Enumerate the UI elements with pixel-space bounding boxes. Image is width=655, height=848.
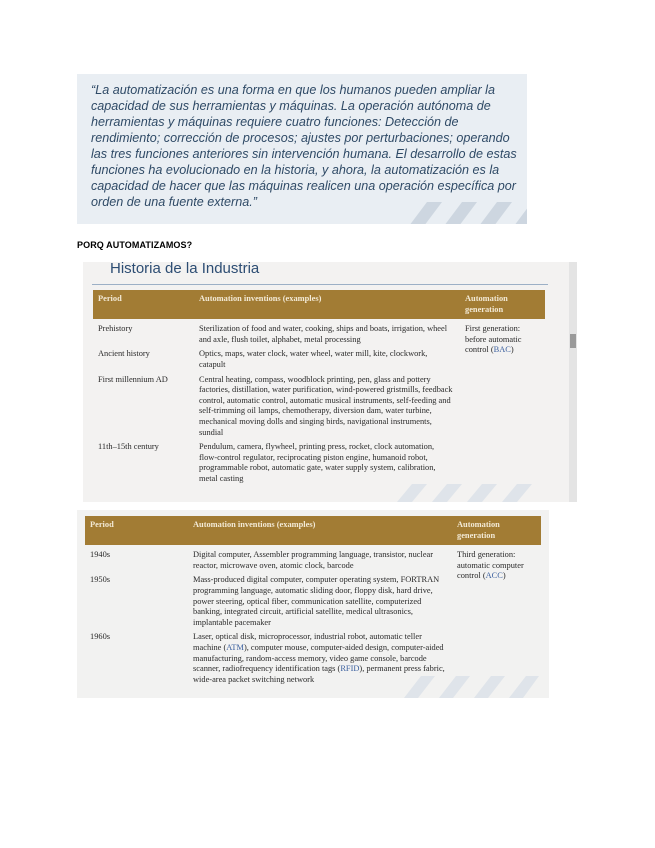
header-period: Period bbox=[85, 516, 188, 545]
inventions-cell: Sterilization of food and water, cooking, ships and boats, irrigation, wheel and axle, flush toilet, alphabet, metal processing bbox=[199, 324, 448, 344]
header-generation: Automation generation bbox=[460, 290, 545, 319]
inventions-text: ), computer mouse, computer-aided design, computer-aided manufacturing, random-access memory, video game console, barcode scanner, radiofrequency identification tags ( bbox=[193, 642, 444, 674]
generation-acronym: ACC bbox=[485, 571, 503, 581]
header-generation: Automation generation bbox=[452, 516, 541, 545]
generation-cell bbox=[452, 545, 541, 688]
acronym-atm: ATM bbox=[226, 642, 244, 652]
period-cell: 1940s bbox=[90, 550, 111, 560]
period-cell: 11th–15th century bbox=[98, 442, 159, 452]
header-period: Period bbox=[93, 290, 194, 319]
history-slide-continued bbox=[77, 510, 549, 698]
history-table-continued bbox=[85, 516, 541, 688]
inventions-cell: Digital computer, Assembler programming language, transistor, nuclear reactor, microwave oven, atomic clock, barcode bbox=[193, 550, 434, 570]
table-header-row bbox=[85, 516, 541, 545]
period-cell: 1950s bbox=[90, 575, 111, 585]
title-divider bbox=[92, 284, 548, 285]
inventions-cell: Pendulum, camera, flywheel, printing press, rocket, clock automation, flow-control regulator, reciprocating piston engine, humanoid robot, programmable robot, automatic gate, water supply system, calibration, metal casting bbox=[199, 442, 436, 483]
generation-acronym: BAC bbox=[493, 345, 511, 355]
inventions-cell: Central heating, compass, woodblock printing, pen, glass and pottery factories, distillation, water purification, wind-powered gristmills, feedback control, automatic control, automatic musical instruments, self-feeding and self-trimming oil lamps, chemotherapy, diversion dam, water turbine, mechanical moving dolls and singing birds, navigational instruments, sundial bbox=[199, 374, 453, 437]
inventions-cell bbox=[188, 631, 452, 688]
scrollbar[interactable] bbox=[569, 262, 577, 502]
period-cell: 1960s bbox=[90, 632, 111, 642]
quote-text: “La automatización es una forma en que los humanos pueden ampliar la capacidad de sus herramientas y máquinas. La operación autónoma de herramientas y máquinas requiere cuatro funciones: Detección de rendimiento; corrección de procesos; ajustes por perturbaciones; operando las tres funciones anteriores sin intervención humana. El desarrollo de estas funciones ha evolucionado en la historia, y ahora, la automatización es la capacidad de hacer que las máquinas realicen una operación específica por orden de una fuente externa.” bbox=[91, 83, 517, 209]
header-inventions: Automation inventions (examples) bbox=[194, 290, 460, 319]
inventions-cell: Optics, maps, water clock, water wheel, water mill, kite, clockwork, catapult bbox=[199, 349, 428, 369]
table-header-row bbox=[93, 290, 545, 319]
inventions-text: Laser, optical disk, microprocessor, industrial robot, automatic teller machine ( bbox=[193, 632, 422, 652]
table-row bbox=[93, 319, 545, 348]
generation-text: Third generation: automatic computer control ( bbox=[457, 550, 524, 581]
acronym-rfid: RFID bbox=[340, 664, 360, 674]
history-slide bbox=[83, 262, 577, 502]
generation-close: ) bbox=[502, 571, 506, 581]
table-row bbox=[85, 545, 541, 574]
inventions-cell: Mass-produced digital computer, computer operating system, FORTRAN programming language, automatic sliding door, floppy disk, hard drive, power steering, optical fiber, communication satellite, computerized banking, integrated circuit, artificial satellite, medical ultrasonics, implantable pacemaker bbox=[193, 575, 440, 627]
period-cell: Prehistory bbox=[98, 324, 133, 334]
history-table bbox=[93, 290, 545, 488]
period-cell: Ancient history bbox=[98, 349, 150, 359]
slide-title: Historia de la Industria bbox=[110, 262, 260, 277]
scrollbar-thumb[interactable] bbox=[570, 334, 576, 348]
generation-text: First generation: before automatic control ( bbox=[465, 324, 522, 355]
header-inventions: Automation inventions (examples) bbox=[188, 516, 452, 545]
inventions-text: ), permanent press fabric, wide-area packet switching network bbox=[193, 664, 445, 684]
quote-box bbox=[77, 74, 527, 224]
generation-close: ) bbox=[510, 345, 514, 355]
period-cell: First millennium AD bbox=[98, 374, 168, 384]
section-heading: PORQ AUTOMATIZAMOS? bbox=[77, 240, 193, 250]
generation-cell bbox=[460, 319, 545, 487]
